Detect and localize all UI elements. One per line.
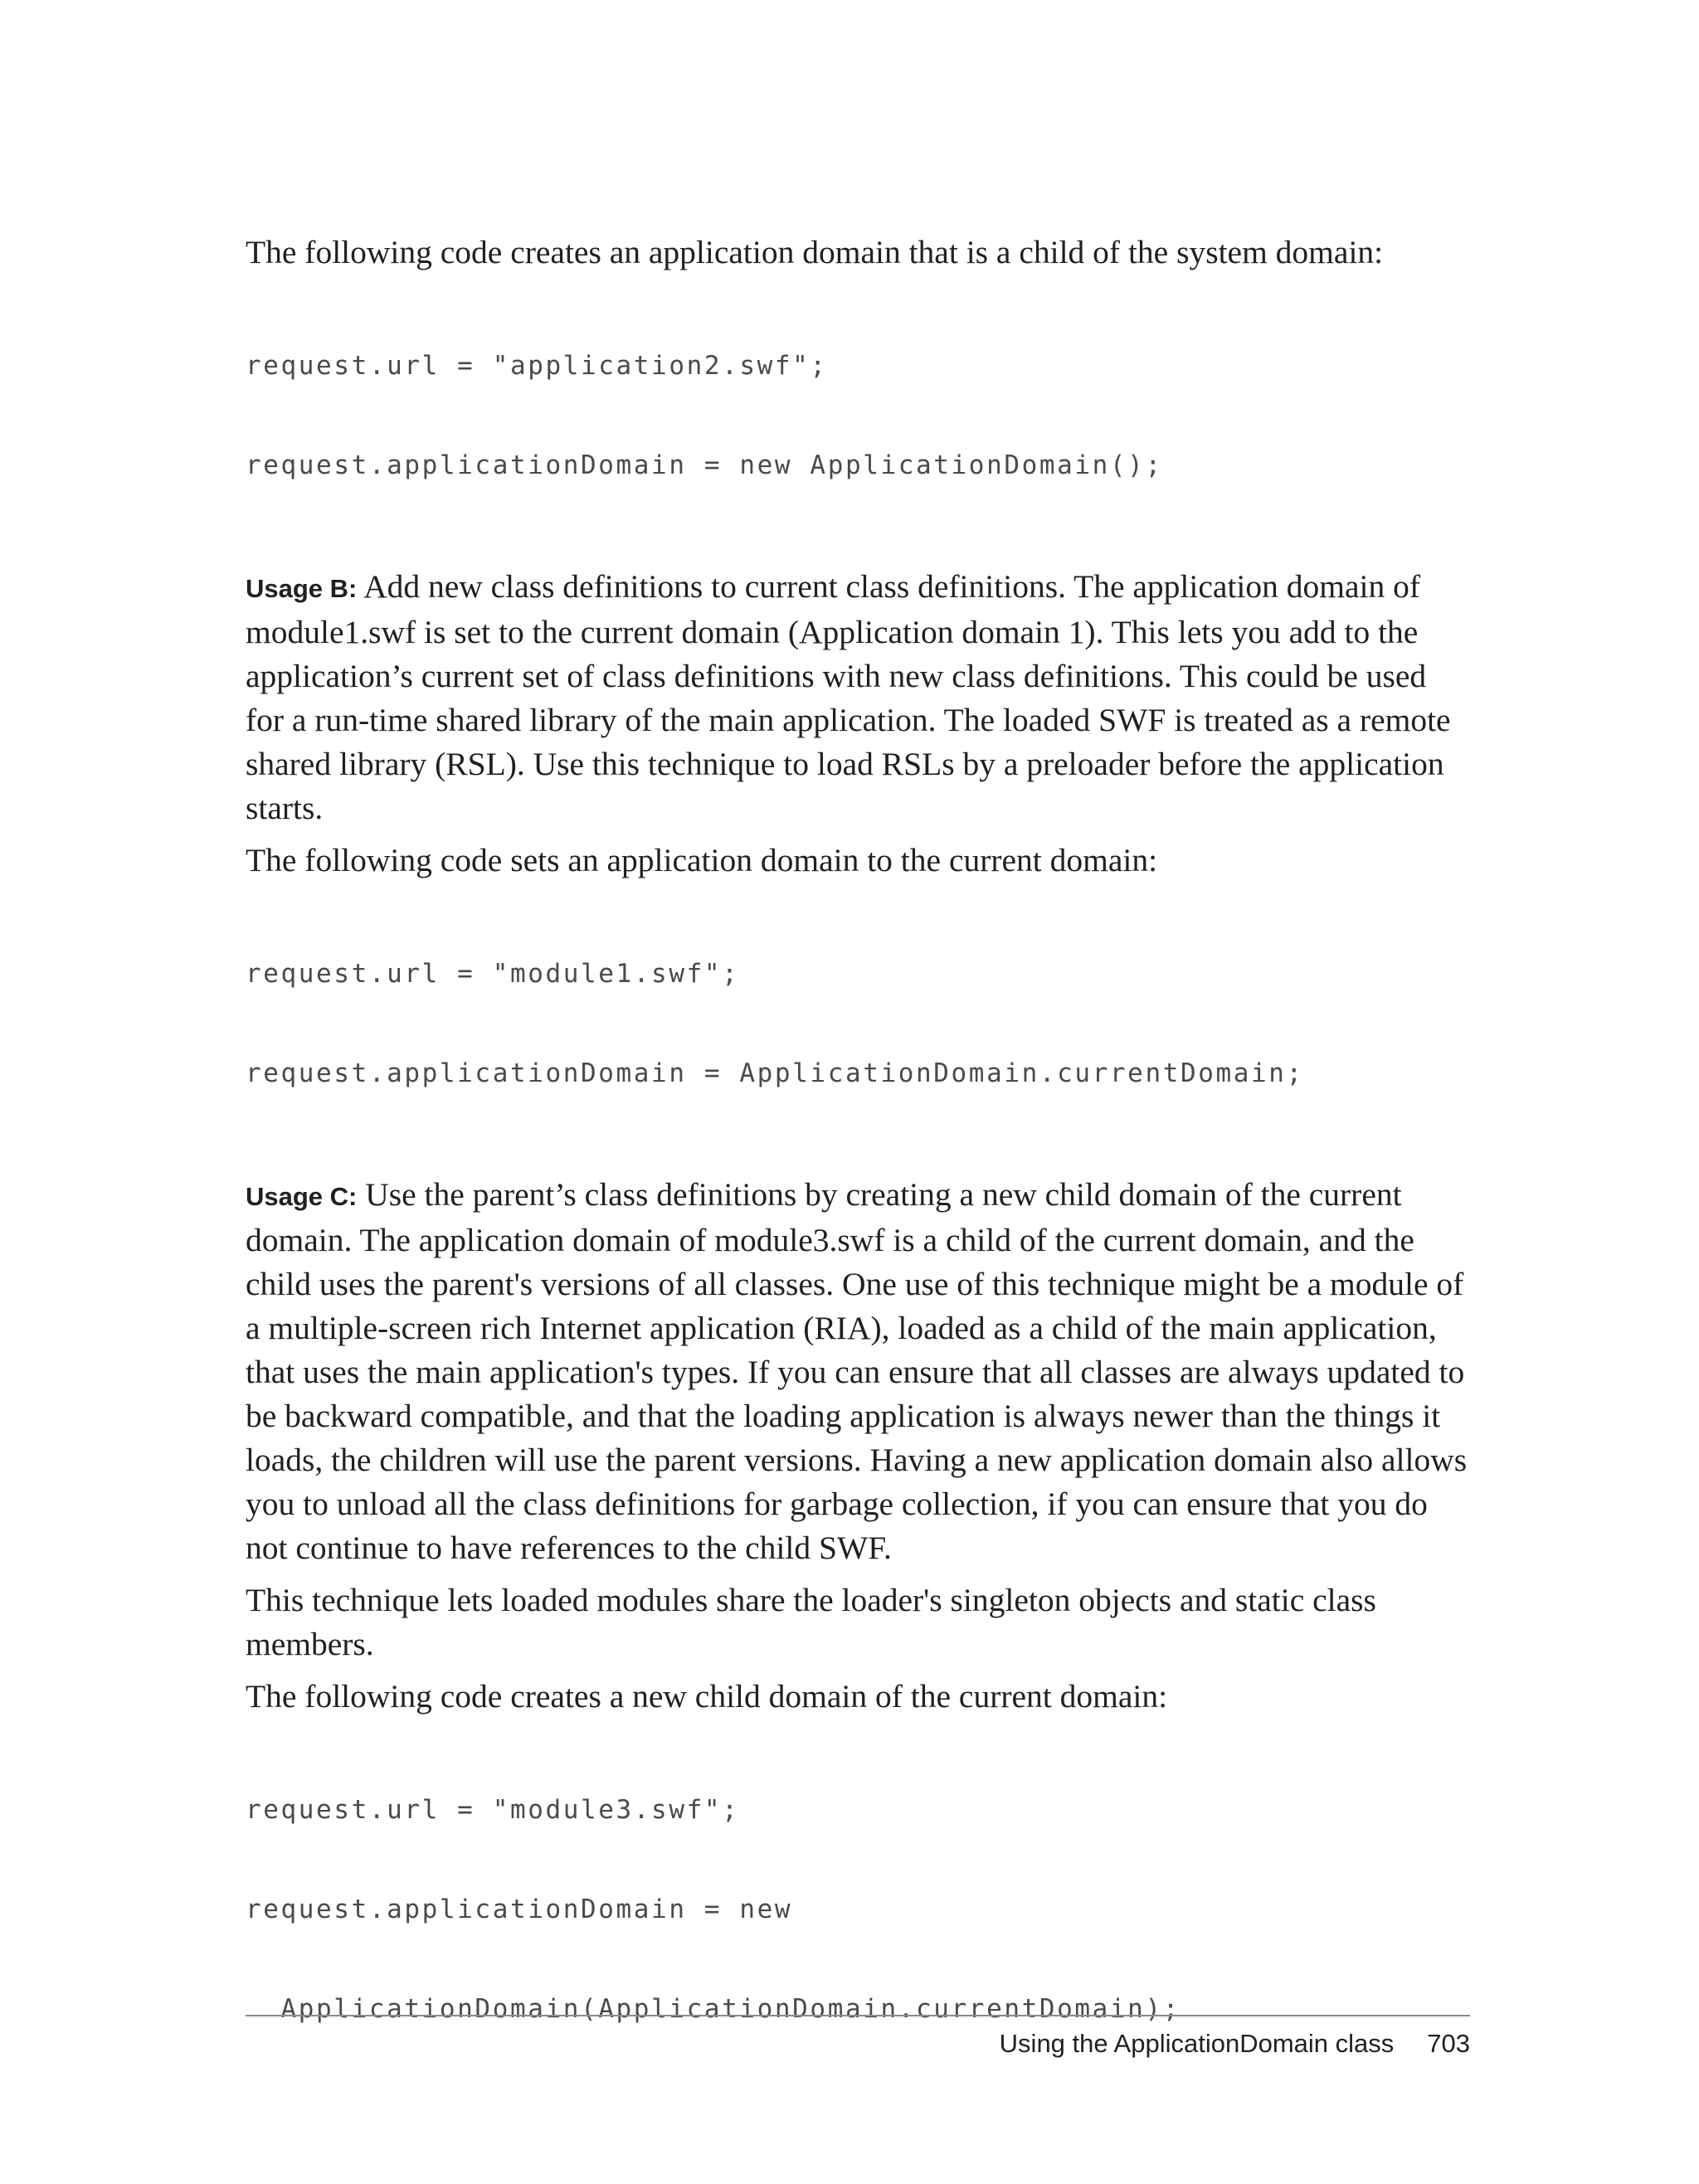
page-footer: [1000, 2027, 1470, 2060]
footer-divider: [246, 2015, 1470, 2016]
code-line: request.applicationDomain = ApplicationDomain.currentDomain;: [246, 1058, 1304, 1088]
code-line: request.url = "module1.swf";: [246, 959, 740, 989]
usage-b-label: Usage B:: [246, 574, 358, 603]
code-line: request.applicationDomain = new ApplicationDomain();: [246, 450, 1163, 480]
child-domain-paragraph: The following code creates a new child domain of the current domain:: [246, 1678, 1168, 1715]
code-line: request.url = "application2.swf";: [246, 351, 828, 381]
code-line: request.applicationDomain = new: [246, 1895, 793, 1924]
usage-c-label: Usage C:: [246, 1182, 358, 1211]
code-block-system-domain: [246, 283, 1470, 548]
code-block-current-domain: [246, 891, 1470, 1156]
code-line: ApplicationDomain(ApplicationDomain.currentDomain);: [246, 1994, 1181, 2024]
current-domain-paragraph: The following code sets an application domain to the current domain:: [246, 842, 1158, 878]
usage-b-text: Add new class definitions to current class definitions. The application domain of module1.swf is set to the current domain (Application domain 1). This lets you add to the application’s current set of class definitions with new class definitions. This could be used for a run-time shared library of the main application. The loaded SWF is treated as a remote shared library (RSL). Use this technique to load RSLs by a preloader before the application starts.: [246, 568, 1451, 826]
page-number: 703: [1427, 2029, 1470, 2058]
code-line: request.url = "module3.swf";: [246, 1795, 740, 1825]
intro-paragraph: The following code creates an application domain that is a child of the system domain:: [246, 234, 1384, 270]
page-body: [246, 231, 1470, 2109]
singleton-paragraph: This technique lets loaded modules share the loader's singleton objects and static class members.: [246, 1582, 1376, 1662]
usage-c-paragraph: [246, 1173, 1470, 1570]
usage-b-paragraph: [246, 565, 1470, 830]
usage-c-text: Use the parent’s class definitions by creating a new child domain of the current domain. The application domain of module3.swf is a child of the current domain, and the child uses the parent's versions of all classes. One use of this technique might be a module of a multiple-screen rich Internet application (RIA), loaded as a child of the main application, that uses the main application's types. If you can ensure that all classes are always updated to be backward compatible, and that the loading application is always newer than the things it loads, the children will use the parent versions. Having a new application domain also allows you to unload all the class definitions for garbage collection, if you can ensure that you do not continue to have references to the child SWF.: [246, 1176, 1468, 1566]
footer-section-title: Using the ApplicationDomain class: [999, 2029, 1395, 2058]
